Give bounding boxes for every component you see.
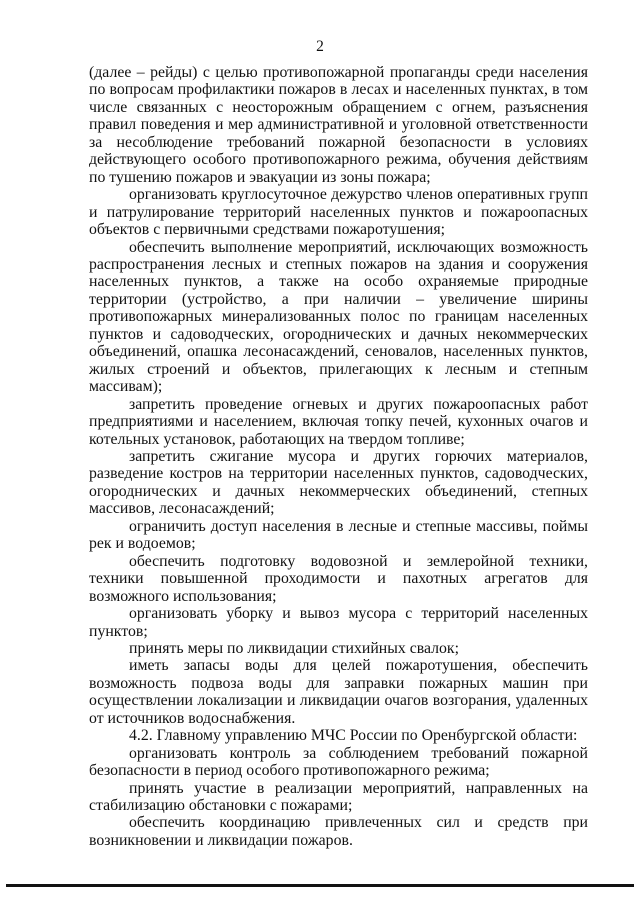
document-body	[89, 64, 588, 849]
paragraph-restrict-access: ограничить доступ населения в лесные и степные массивы, поймы рек и водоемов;	[89, 517, 588, 553]
paragraph-ban-burning-garbage: запретить сжигание мусора и других горючих материалов, разведение костров на территории населенных пунктов, садоводческих, огороднических и дачных некоммерческих объединений, степных массивов, лесонасаждений;	[89, 447, 588, 518]
page-bottom-rule	[6, 884, 634, 887]
paragraph-organize-control: организовать контроль за соблюдением требований пожарной безопасности в период особого противопожарного режима;	[89, 744, 588, 780]
section-heading-4-2: 4.2. Главному управлению МЧС России по Оренбургской области:	[129, 727, 578, 745]
paragraph-ensure-coordination: обеспечить координацию привлеченных сил и средств при возникновении и ликвидации пожаров.	[89, 814, 588, 849]
page-number: 2	[316, 38, 324, 55]
paragraph-round-the-clock-duty: организовать круглосуточное дежурство членов оперативных групп и патрулирование территорий населенных пунктов и пожароопасных объектов с первичными средствами пожаротушения;	[89, 186, 588, 239]
paragraph-take-part: принять участие в реализации мероприятий, направленных на стабилизацию обстановки с пожарами;	[89, 779, 588, 815]
paragraph-prepare-machinery: обеспечить подготовку водовозной и землеройной техники, техники повышенной проходимости и пахотных агрегатов для возможного использования;	[89, 552, 588, 605]
paragraph-ban-fire-works: запретить проведение огневых и других пожароопасных работ предприятиями и населением, включая топку печей, кухонных очагов и котельных установок, работающих на твердом топливе;	[89, 395, 588, 448]
paragraph-fire-spread-prevention: обеспечить выполнение мероприятий, исключающих возможность распространения лесных и степных пожаров на здания и сооружения населенных пунктов, а также на особо охраняемые природные территории (устройство, а при наличии – увеличение ширины противопожарных минерализованных полос по границам населенных пунктов и садоводческих, огороднических и дачных некоммерческих объединений, опашка лесонасаждений, сеновалов, населенных пунктов, жилых строений и объектов, прилегающих к лесным и степным массивам);	[89, 238, 588, 396]
paragraph-water-supply: иметь запасы воды для целей пожаротушения, обеспечить возможность подвоза воды для заправки пожарных машин при осуществлении локализации и ликвидации очагов возгорания, удаленных от источников водоснабжения.	[89, 657, 588, 727]
paragraph-garbage-removal: организовать уборку и вывоз мусора с территорий населенных пунктов;	[89, 605, 588, 640]
paragraph-dump-elimination: принять меры по ликвидации стихийных свалок;	[129, 639, 459, 657]
paragraph-raids-continuation: (далее – рейды) с целью противопожарной пропаганды среди населения по вопросам профилактики пожаров в лесах и населенных пунктах, в том числе связанных с неосторожным обращением с огнем, разъяснения правил поведения и мер административной и уголовной ответственности за несоблюдение требований пожарной безопасности в условиях действующего особого противопожарного режима, обучения действиям по тушению пожаров и эвакуации из зоны пожара;	[89, 64, 588, 186]
